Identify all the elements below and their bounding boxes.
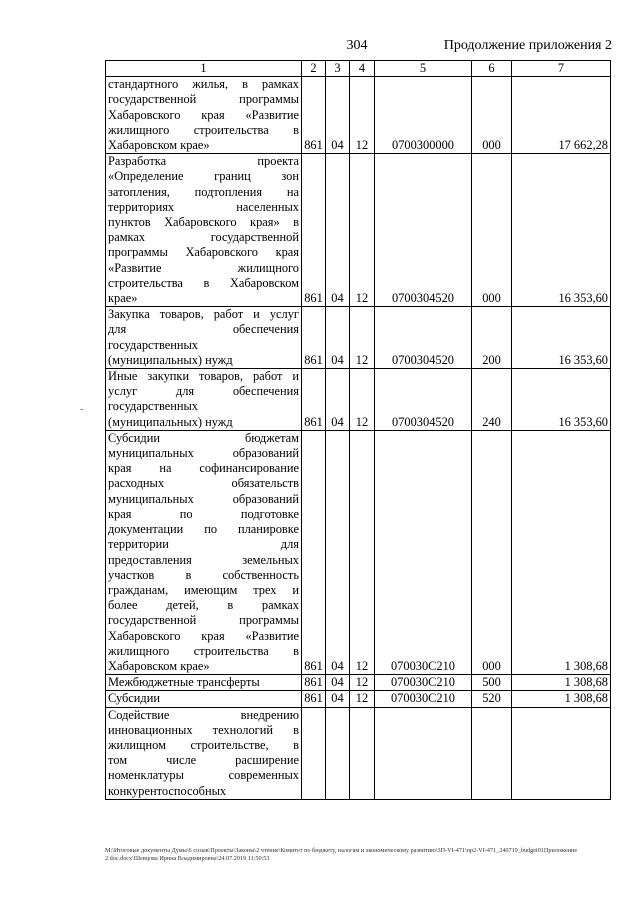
column-header: 2	[302, 61, 326, 77]
description-line: расходных обязательств	[108, 476, 299, 491]
table-row	[106, 691, 611, 707]
target-article-code: 070030С210	[375, 691, 472, 707]
ministry-code	[302, 707, 326, 799]
amount: 1 308,68	[512, 675, 611, 691]
target-article-code: 0700300000	[375, 77, 472, 154]
description-line: Закупка товаров, работ и услуг	[108, 307, 299, 322]
subsection-code	[350, 707, 375, 799]
description-line: пунктов Хабаровского края» в	[108, 215, 299, 230]
row-description	[106, 154, 302, 307]
description-line: Хабаровского края «Развитие	[108, 628, 299, 643]
description-line: государственной программы	[108, 92, 299, 107]
description-line: Субсидии бюджетам	[108, 430, 299, 445]
description-line: строительства в Хабаровском	[108, 275, 299, 290]
description-line: Хабаровском крае»	[108, 138, 210, 153]
description-line: муниципальных образований	[108, 491, 299, 506]
subsection-code: 12	[350, 691, 375, 707]
amount	[512, 707, 611, 799]
ministry-code: 861	[302, 77, 326, 154]
subsection-code: 12	[350, 675, 375, 691]
description-line: документации по планировке	[108, 522, 299, 537]
expense-type-code: 000	[472, 77, 512, 154]
document-footer-path: M:\Итоговые документы Думы\6 созыв\Проекты\Законы\2 чтение\Комитет по бюджету, налогам и экономическому развитию\3П-VI-471\пр2-VI-471_240719_budget01Приложение 2.doc.docx\Шевцова Ирина Владимировна\24.07.2019 11:50:53	[105, 847, 578, 862]
ministry-code: 861	[302, 430, 326, 674]
column-header: 1	[106, 61, 302, 77]
ministry-code: 861	[302, 369, 326, 431]
table-row	[106, 77, 611, 154]
description-line: Субсидии	[108, 691, 160, 706]
target-article-code: 0700304520	[375, 307, 472, 369]
expense-type-code: 000	[472, 430, 512, 674]
description-line: жилищного строительства в	[108, 643, 299, 658]
column-header: 3	[326, 61, 350, 77]
section-code: 04	[326, 675, 350, 691]
expense-type-code: 000	[472, 154, 512, 307]
table-row	[106, 707, 611, 799]
section-code: 04	[326, 430, 350, 674]
expense-type-code: 500	[472, 675, 512, 691]
row-description	[106, 369, 302, 431]
expense-type-code: 520	[472, 691, 512, 707]
column-header: 7	[512, 61, 611, 77]
description-line: «Развитие жилищного	[108, 260, 299, 275]
table-row	[106, 154, 611, 307]
description-line: для обеспечения	[108, 322, 299, 337]
description-line: (муниципальных) нужд	[108, 414, 233, 429]
column-header: 4	[350, 61, 375, 77]
target-article-code: 070030С210	[375, 675, 472, 691]
expense-type-code: 240	[472, 369, 512, 431]
subsection-code: 12	[350, 369, 375, 431]
row-description	[106, 307, 302, 369]
subsection-code: 12	[350, 430, 375, 674]
row-description	[106, 691, 302, 707]
description-line: муниципальных образований	[108, 446, 299, 461]
description-line: крае»	[108, 291, 138, 306]
expense-type-code	[472, 707, 512, 799]
target-article-code: 0700304520	[375, 154, 472, 307]
amount: 16 353,60	[512, 154, 611, 307]
target-article-code: 070030С210	[375, 430, 472, 674]
amount: 17 662,28	[512, 77, 611, 154]
column-header: 6	[472, 61, 512, 77]
description-line: стандартного жилья, в рамках	[108, 77, 299, 92]
subsection-code: 12	[350, 154, 375, 307]
description-line: государственной программы	[108, 613, 299, 628]
description-line: рамках государственной	[108, 230, 299, 245]
table-header-row	[106, 61, 611, 77]
description-line: затопления, подтопления на	[108, 184, 299, 199]
section-code: 04	[326, 77, 350, 154]
section-code	[326, 707, 350, 799]
section-code: 04	[326, 154, 350, 307]
description-line: (муниципальных) нужд	[108, 352, 233, 367]
row-description	[106, 707, 302, 799]
description-line: инновационных технологий в	[108, 722, 299, 737]
table-row	[106, 675, 611, 691]
budget-table	[105, 60, 611, 800]
section-code: 04	[326, 307, 350, 369]
column-header: 5	[375, 61, 472, 77]
description-line: конкурентоспособных	[108, 783, 227, 798]
row-description	[106, 77, 302, 154]
description-line: «Определение границ зон	[108, 169, 299, 184]
description-line: Хабаровском крае»	[108, 658, 210, 673]
description-line: Содействие внедрению	[108, 707, 299, 722]
description-line: государственных	[108, 337, 199, 352]
description-line: Межбюджетные трансферты	[108, 675, 260, 690]
subsection-code: 12	[350, 77, 375, 154]
description-line: государственных	[108, 399, 199, 414]
description-line: территориях населенных	[108, 199, 299, 214]
description-line: Хабаровского края «Развитие	[108, 107, 299, 122]
description-line: участков в собственность	[108, 567, 299, 582]
target-article-code: 0700304520	[375, 369, 472, 431]
description-line: услуг для обеспечения	[108, 384, 299, 399]
amount: 16 353,60	[512, 369, 611, 431]
description-line: гражданам, имеющим трех и	[108, 582, 299, 597]
page-number: 304	[346, 38, 368, 53]
ministry-code: 861	[302, 675, 326, 691]
expense-type-code: 200	[472, 307, 512, 369]
margin-mark: -	[80, 404, 84, 415]
description-line: программы Хабаровского края	[108, 245, 299, 260]
row-description	[106, 430, 302, 674]
amount: 1 308,68	[512, 430, 611, 674]
description-line: территории для	[108, 537, 299, 552]
amount: 1 308,68	[512, 691, 611, 707]
ministry-code: 861	[302, 307, 326, 369]
table-row	[106, 369, 611, 431]
description-line: края по подготовке	[108, 506, 299, 521]
description-line: том числе расширение	[108, 753, 299, 768]
section-code: 04	[326, 691, 350, 707]
description-line: предоставления земельных	[108, 552, 299, 567]
section-code: 04	[326, 369, 350, 431]
continuation-header: Продолжение приложения 2	[443, 38, 612, 53]
description-line: края на софинансирование	[108, 461, 299, 476]
description-line: Разработка проекта	[108, 154, 299, 169]
description-line: более детей, в рамках	[108, 598, 299, 613]
amount: 16 353,60	[512, 307, 611, 369]
row-description	[106, 675, 302, 691]
table-row	[106, 430, 611, 674]
ministry-code: 861	[302, 154, 326, 307]
description-line: жилищном строительстве, в	[108, 737, 299, 752]
description-line: Иные закупки товаров, работ и	[108, 369, 299, 384]
table-row	[106, 307, 611, 369]
ministry-code: 861	[302, 691, 326, 707]
subsection-code: 12	[350, 307, 375, 369]
description-line: жилищного строительства в	[108, 122, 299, 137]
description-line: номенклатуры современных	[108, 768, 299, 783]
target-article-code	[375, 707, 472, 799]
